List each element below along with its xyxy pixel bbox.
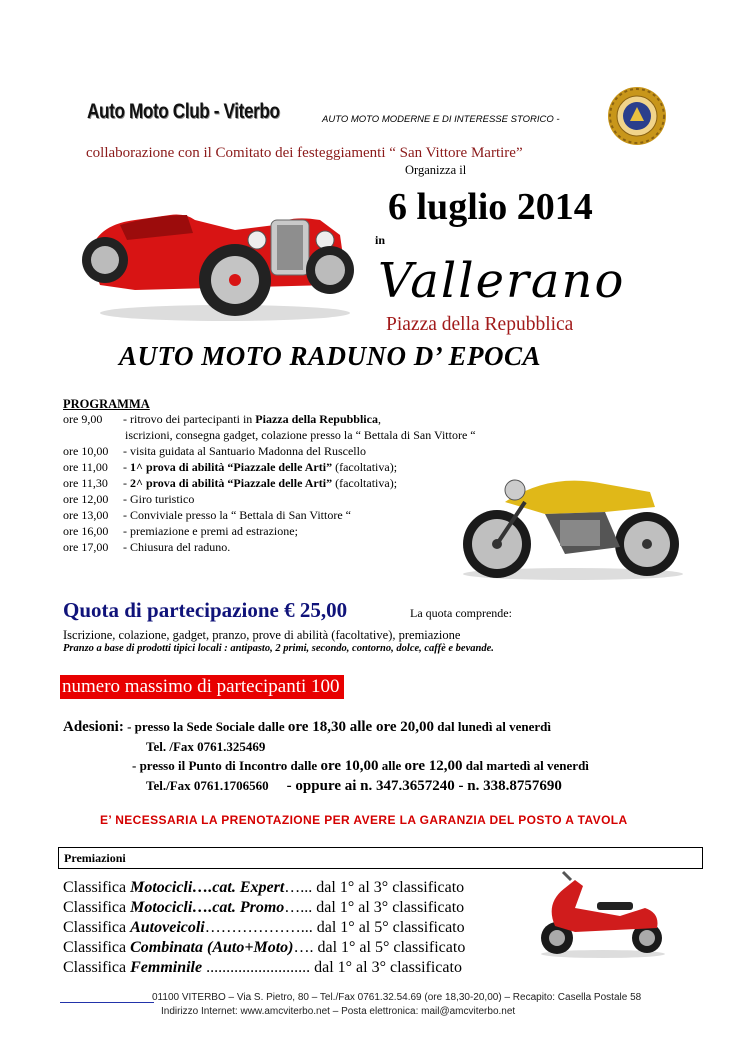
programme-text: - (123, 476, 130, 490)
registration-line-1 (63, 719, 551, 736)
award-category: Combinata (Auto+Moto) (130, 939, 294, 956)
event-town: Vallerano (378, 253, 626, 309)
programme-text: - Conviviale presso la “ Bettala di San Vittore “ (123, 508, 351, 522)
award-range: ………………... dal 1° al 5° classificato (204, 919, 465, 936)
registration-text: dalle (287, 758, 321, 773)
organizes-text: Organizza il (405, 163, 467, 177)
award-range: .......................... dal 1° al 3° classificato (202, 959, 462, 976)
programme-row (125, 428, 476, 443)
award-category: Motocicli….cat. Promo (130, 899, 285, 916)
award-row (63, 878, 464, 897)
programme-time: ore 9,00 (63, 412, 103, 426)
registration-tel: Tel./Fax 0761.1706560 (146, 778, 269, 793)
booking-notice: E’ NECESSARIA LA PRENOTAZIONE PER AVERE LA GARANZIA DEL POSTO A TAVOLA (100, 813, 628, 827)
programme-text-end: (facoltativa); (332, 476, 398, 490)
lunch-menu: Pranzo a base di prodotti tipici locali : antipasto, 2 primi, secondo, contorno, dolce, caffè e bevande. (63, 643, 494, 654)
award-row (63, 958, 462, 977)
programme-row (63, 508, 351, 523)
programme-text: - (123, 460, 130, 474)
programme-text: - visita guidata al Santuario Madonna del Ruscello (123, 444, 366, 458)
programme-time: ore 16,00 (63, 524, 109, 538)
award-category: Autoveicoli (130, 919, 205, 936)
programme-text: iscrizioni, consegna gadget, colazione presso la “ Bettala di San Vittore “ (125, 428, 476, 442)
award-row (63, 938, 465, 957)
award-row (63, 898, 464, 917)
club-logo-icon (606, 85, 668, 147)
registration-text: alle (378, 758, 405, 773)
programme-text: - Chiusura del raduno. (123, 540, 231, 554)
fee-includes-list: Iscrizione, colazione, gadget, pranzo, prove di abilità (facoltative), premiazione (63, 628, 461, 642)
registration-line-2 (132, 758, 589, 775)
award-prefix: Classifica (63, 879, 131, 896)
programme-heading: PROGRAMMA (63, 397, 150, 411)
registration-tel-2 (146, 778, 562, 795)
programme-row (63, 476, 397, 491)
programme-row (63, 412, 381, 427)
registration-days: dal lunedì al venerdì (434, 719, 552, 734)
programme-text-bold: Piazza della Repubblica (255, 412, 378, 426)
award-range: …... dal 1° al 3° classificato (284, 879, 465, 896)
scooter-image (535, 868, 670, 960)
programme-row (63, 460, 397, 475)
programme-time: ore 11,00 (63, 460, 108, 474)
programme-row (63, 492, 194, 507)
registration-phones: - oppure ai n. 347.3657240 - n. 338.8757690 (286, 778, 562, 794)
award-range: …... dal 1° al 3° classificato (284, 899, 465, 916)
award-row (63, 918, 465, 937)
registration-tel-1: Tel. /Fax 0761.325469 (146, 739, 266, 754)
award-prefix: Classifica (63, 899, 131, 916)
in-label: in (375, 233, 386, 247)
programme-time: ore 11,30 (63, 476, 108, 490)
event-title: AUTO MOTO RADUNO D’ EPOCA (119, 341, 542, 371)
programme-text: - premiazione e premi ad estrazione; (123, 524, 298, 538)
programme-text-bold: 2^ prova di abilità “Piazzale delle Arti” (130, 476, 333, 490)
award-prefix: Classifica (63, 939, 131, 956)
registration-text: - presso il (132, 758, 189, 773)
programme-row (63, 444, 366, 459)
awards-header-box (58, 847, 703, 869)
programme-text: - ritrovo dei partecipanti in (123, 412, 256, 426)
max-participants-banner: numero massimo di partecipanti 100 (60, 675, 344, 699)
awards-heading: Premiazioni (64, 851, 126, 865)
collaboration-text: collaborazione con il Comitato dei festeggiamenti “ San Vittore Martire” (86, 145, 523, 161)
footer-address: 01100 VITERBO – Via S. Pietro, 80 – Tel./Fax 0761.32.54.69 (ore 18,30-20,00) – Recapito: Casella Postale 58 (152, 992, 642, 1003)
award-category: Motocicli….cat. Expert (130, 879, 285, 896)
footer-rule (60, 1002, 154, 1003)
fee-includes-label: La quota comprende: (410, 606, 512, 620)
programme-row (63, 540, 230, 555)
programme-time: ore 13,00 (63, 508, 109, 522)
award-prefix: Classifica (63, 959, 131, 976)
award-prefix: Classifica (63, 919, 131, 936)
event-date: 6 luglio 2014 (388, 186, 593, 228)
registration-place: Punto di Incontro (188, 758, 288, 773)
registration-label: Adesioni: (63, 719, 124, 735)
registration-days: dal martedì al venerdì (462, 758, 589, 773)
club-title: Auto Moto Club - Viterbo (87, 100, 280, 123)
event-square: Piazza della Repubblica (386, 314, 574, 335)
award-range: …. dal 1° al 5° classificato (293, 939, 466, 956)
programme-text-bold: 1^ prova di abilità “Piazzale delle Arti” (130, 460, 333, 474)
club-subtitle: AUTO MOTO MODERNE E DI INTERESSE STORICO - (322, 114, 560, 125)
programme-time: ore 12,00 (63, 492, 109, 506)
programme-text: - Giro turistico (123, 492, 195, 506)
footer-internet: Indirizzo Internet: www.amcviterbo.net – Posta elettronica: mail@amcviterbo.net (161, 1006, 516, 1017)
programme-text-end: (facoltativa); (332, 460, 398, 474)
programme-time: ore 10,00 (63, 444, 109, 458)
registration-hours: ore 12,00 (404, 758, 463, 774)
programme-row (63, 524, 298, 539)
programme-text-end: , (377, 412, 381, 426)
registration-hours: ore 10,00 (320, 758, 379, 774)
fee-title: Quota di partecipazione € 25,00 (63, 598, 348, 622)
registration-text: - presso la Sede Sociale dalle (127, 719, 288, 734)
motorcycle-image (455, 462, 690, 582)
vintage-car-image (75, 185, 360, 325)
programme-time: ore 17,00 (63, 540, 109, 554)
registration-hours: ore 18,30 alle ore 20,00 (287, 719, 434, 735)
award-category: Femminile (130, 959, 203, 976)
